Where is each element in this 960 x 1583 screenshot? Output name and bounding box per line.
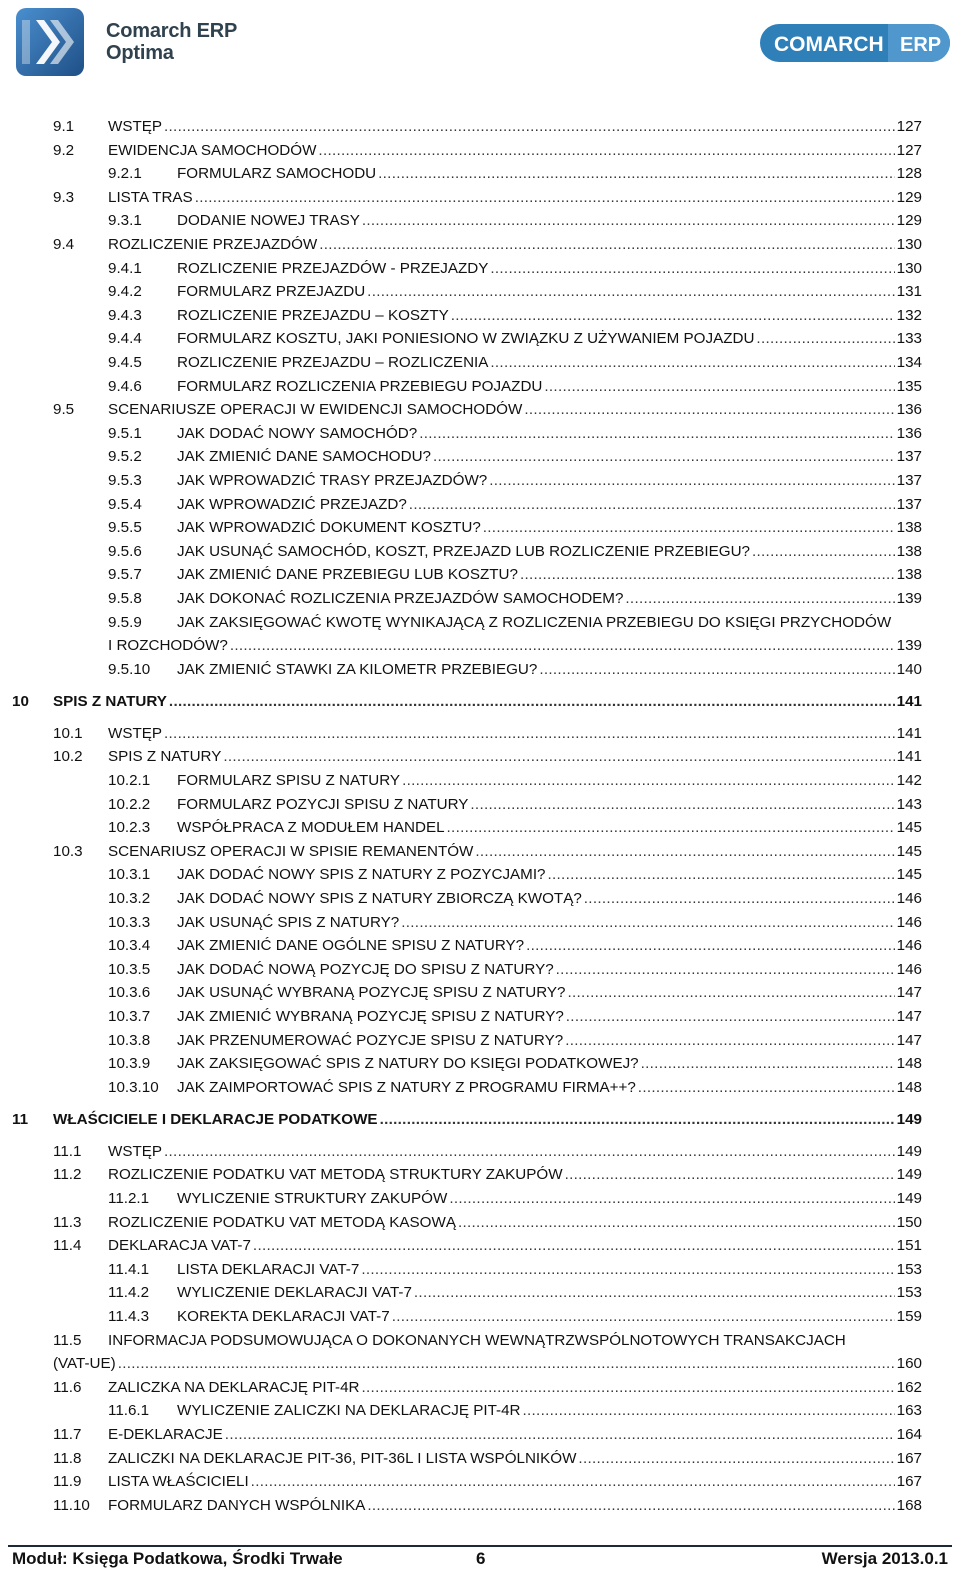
toc-entry-page: 142 <box>896 772 922 789</box>
toc-entry-title: FORMULARZ ROZLICZENIA PRZEBIEGU POJAZDU <box>177 377 543 395</box>
toc-entry-title: ROZLICZENIE PRZEJAZDU – ROZLICZENIA <box>177 354 489 371</box>
toc-entry-page: 141 <box>896 748 922 766</box>
toc-entry-title: JAK ZMIENIĆ DANE OGÓLNE SPISU Z NATURY? <box>177 937 525 955</box>
toc-entry-page: 129 <box>896 212 922 230</box>
toc-entry[interactable] <box>0 1425 960 1447</box>
toc-entry-leader-dots <box>447 818 895 838</box>
toc-entry-title: LISTA WŁAŚCICIELI <box>108 1473 249 1491</box>
toc-entry-number: 11.9 <box>53 1473 82 1491</box>
toc-entry-leader-dots <box>556 960 895 980</box>
toc-entry[interactable] <box>0 1110 960 1132</box>
toc-entry-leader-dots <box>641 1054 895 1074</box>
toc-entry-leader-dots <box>548 865 895 885</box>
toc-entry[interactable] <box>0 306 960 328</box>
toc-entry-number: 10.2.1 <box>108 772 151 789</box>
toc-entry[interactable] <box>0 495 960 517</box>
toc-entry-leader-dots <box>490 353 894 373</box>
toc-entry-page: 149 <box>896 1166 922 1184</box>
toc-entry-title: WSTĘP <box>108 118 163 135</box>
toc-entry[interactable] <box>0 660 960 682</box>
toc-entry-title: WSTĘP <box>108 1142 163 1160</box>
toc-entry-title: ZALICZKI NA DEKLARACJE PIT-36, PIT-36L I LISTA WSPÓLNIKÓW <box>108 1449 577 1467</box>
toc-entry-page: 147 <box>896 984 922 1002</box>
toc-entry-leader-dots <box>470 795 894 815</box>
toc-entry-page: 163 <box>896 1402 922 1420</box>
toc-entry-leader-dots <box>319 235 894 255</box>
toc-entry-number: 9.4.5 <box>108 354 142 371</box>
toc-entry-page: 167 <box>896 1449 922 1467</box>
toc-entry-number: 11.4.3 <box>108 1308 150 1325</box>
toc-entry-number: 9.2 <box>53 141 75 159</box>
toc-entry-number: 9.4.2 <box>108 283 142 301</box>
toc-entry[interactable] <box>0 1213 960 1235</box>
toc-entry-page: 129 <box>896 188 922 206</box>
toc-entry-title: DEKLARACJA VAT-7 <box>108 1237 251 1255</box>
toc-entry-page: 127 <box>896 118 922 135</box>
toc-entry[interactable] <box>0 936 960 958</box>
toc-entry-leader-dots <box>318 141 894 161</box>
toc-entry-title: FORMULARZ PRZEJAZDU <box>177 283 366 301</box>
toc-entry[interactable] <box>0 865 960 887</box>
toc-entry-title: JAK DODAĆ NOWY SPIS Z NATURY Z POZYCJAMI? <box>177 866 546 884</box>
toc-entry[interactable] <box>0 1054 960 1076</box>
toc-entry[interactable] <box>0 164 960 186</box>
toc-entry-leader-dots <box>584 889 895 909</box>
toc-entry-title: INFORMACJA PODSUMOWUJĄCA O DOKONANYCH WEWNĄTRZWSPÓLNOTOWYCH TRANSAKCJACH <box>108 1331 846 1349</box>
toc-entry[interactable] <box>0 1307 960 1329</box>
toc-entry-leader-dots <box>414 1283 895 1303</box>
toc-entry-leader-dots <box>520 565 895 585</box>
toc-entry[interactable] <box>0 1283 960 1305</box>
toc-entry-leader-dots <box>752 542 895 562</box>
toc-entry-title: SCENARIUSZE OPERACJI W EWIDENCJI SAMOCHODÓW <box>108 401 523 419</box>
toc-entry-leader-dots <box>169 692 895 712</box>
brand-logo-erp: ERP <box>900 34 942 56</box>
toc-entry-leader-dots <box>544 377 894 397</box>
toc-entry-title: JAK USUNĄĆ SAMOCHÓD, KOSZT, PRZEJAZD LUB ROZLICZENIE PRZEBIEGU? <box>177 542 750 560</box>
toc-entry-number: 10.3.7 <box>108 1008 151 1025</box>
toc-entry-page: 132 <box>896 306 922 324</box>
toc-entry-title: LISTA DEKLARACJI VAT-7 <box>177 1260 360 1278</box>
toc-entry-number: 11 <box>12 1110 29 1128</box>
toc-entry-title: FORMULARZ DANYCH WSPÓLNIKA <box>108 1496 366 1514</box>
toc-entry-title: WSPÓŁPRACA Z MODUŁEM HANDEL <box>177 819 445 837</box>
toc-entry-number: 9.3 <box>53 188 75 206</box>
toc-entry-title-continuation: (VAT-UE) <box>53 1355 116 1373</box>
toc-entry-title: JAK ZMIENIĆ STAWKI ZA KILOMETR PRZEBIEGU? <box>177 660 538 678</box>
toc-entry-number: 11.5 <box>53 1331 82 1349</box>
brand-logo-text: COMARCH <box>774 33 884 56</box>
toc-entry[interactable] <box>0 889 960 911</box>
toc-entry-number: 9.2.1 <box>108 165 142 183</box>
toc-entry-leader-dots <box>565 1031 894 1051</box>
toc-entry-number: 10 <box>12 692 29 710</box>
toc-entry-page: 167 <box>896 1473 922 1491</box>
toc-entry-number: 9.4 <box>53 236 75 253</box>
toc-entry-page: 137 <box>896 448 922 466</box>
toc-entry[interactable] <box>0 1236 960 1258</box>
toc-entry-number: 9.5 <box>53 401 75 419</box>
toc-entry-leader-dots <box>223 747 894 767</box>
toc-entry-leader-dots <box>526 936 895 956</box>
toc-entry-page: 135 <box>896 377 922 395</box>
toc-entry-page: 138 <box>896 542 922 560</box>
toc-entry-title: ZALICZKA NA DEKLARACJĘ PIT-4R <box>108 1378 360 1396</box>
toc-entry-leader-dots <box>451 306 895 326</box>
toc-entry[interactable] <box>0 282 960 304</box>
toc-entry-leader-dots <box>118 1354 895 1374</box>
toc-entry-title: WYLICZENIE ZALICZKI NA DEKLARACJĘ PIT-4R <box>177 1402 521 1420</box>
toc-entry-number: 9.4.6 <box>108 377 142 395</box>
footer-module: Moduł: Księga Podatkowa, Środki Trwałe <box>12 1549 343 1568</box>
toc-entry-leader-dots <box>164 1142 895 1162</box>
toc-entry-title: DODANIE NOWEJ TRASY <box>177 212 360 230</box>
toc-entry-title: JAK DODAĆ NOWĄ POZYCJĘ DO SPISU Z NATURY? <box>177 960 554 978</box>
toc-entry[interactable] <box>0 211 960 233</box>
toc-entry-title: SPIS Z NATURY <box>53 692 167 710</box>
toc-entry-number: 9.4.1 <box>108 259 142 277</box>
toc-entry-title: ROZLICZENIE PODATKU VAT METODĄ STRUKTURY ZAKUPÓW <box>108 1166 563 1184</box>
toc-entry-page: 127 <box>896 141 922 159</box>
toc-entry-page: 140 <box>896 660 922 678</box>
toc-entry-title: WYLICZENIE DEKLARACJI VAT-7 <box>177 1284 412 1302</box>
toc-entry-title: JAK PRZENUMEROWAĆ POZYCJE SPISU Z NATURY? <box>177 1031 564 1049</box>
toc-entry-title: JAK ZAIMPORTOWAĆ SPIS Z NATURY Z PROGRAMU FIRMA++? <box>177 1078 636 1096</box>
toc-entry-title: JAK ZAKSIĘGOWAĆ SPIS Z NATURY DO KSIĘGI PODATKOWEJ? <box>177 1055 639 1073</box>
toc-entry-number: 10.3.4 <box>108 937 151 955</box>
toc-entry-leader-dots <box>565 1165 895 1185</box>
toc-entry-page: 138 <box>896 519 922 537</box>
toc-entry-number: 10.3.2 <box>108 890 151 907</box>
toc-entry[interactable] <box>0 842 960 864</box>
toc-entry-leader-dots <box>419 424 894 444</box>
toc-entry-number: 10.3.3 <box>108 913 151 931</box>
toc-entry-title: JAK DODAĆ NOWY SPIS Z NATURY ZBIORCZĄ KWOTĄ? <box>177 890 582 907</box>
toc-entry-page: 136 <box>896 424 922 442</box>
toc-entry[interactable] <box>0 329 960 351</box>
toc-entry-leader-dots <box>638 1078 895 1098</box>
product-name-line2: Optima <box>106 42 174 64</box>
toc-entry-page: 150 <box>896 1213 922 1231</box>
toc-entry-page: 148 <box>896 1078 922 1096</box>
toc-entry-leader-dots <box>567 983 894 1003</box>
toc-entry-leader-dots <box>195 188 895 208</box>
toc-entry-leader-dots <box>409 495 895 515</box>
toc-entry-page: 134 <box>896 354 922 371</box>
toc-entry-title: JAK WPROWADZIĆ TRASY PRZEJAZDÓW? <box>177 472 488 489</box>
toc-entry-leader-dots <box>578 1449 894 1469</box>
toc-entry-title: JAK DOKONAĆ ROZLICZENIA PRZEJAZDÓW SAMOCHODEM? <box>177 590 624 607</box>
toc-entry-title: SPIS Z NATURY <box>108 748 222 766</box>
toc-entry-number: 11.6 <box>53 1378 82 1396</box>
toc-entry[interactable] <box>0 1031 960 1053</box>
toc-entry[interactable] <box>0 589 960 611</box>
toc-entry-page: 137 <box>896 495 922 513</box>
toc-entry-page: 164 <box>896 1426 922 1443</box>
toc-entry-page: 160 <box>896 1355 922 1373</box>
toc-entry-number: 9.5.1 <box>108 424 142 442</box>
toc-entry[interactable] <box>0 400 960 422</box>
toc-entry-number: 9.5.10 <box>108 660 151 678</box>
toc-entry[interactable] <box>0 188 960 210</box>
toc-entry[interactable] <box>0 724 960 746</box>
toc-entry[interactable] <box>0 471 960 493</box>
toc-entry-leader-dots <box>361 1260 894 1280</box>
toc-entry-leader-dots <box>253 1236 895 1256</box>
toc-entry[interactable] <box>0 795 960 817</box>
toc-entry-number: 11.8 <box>53 1449 82 1467</box>
toc-entry-number: 10.2 <box>53 748 83 766</box>
toc-entry-leader-dots <box>625 589 894 609</box>
toc-entry-number: 9.5.4 <box>108 495 142 513</box>
toc-entry-leader-dots <box>392 1307 895 1327</box>
toc-entry[interactable] <box>0 960 960 982</box>
toc-entry-title: JAK USUNĄĆ WYBRANĄ POZYCJĘ SPISU Z NATURY? <box>177 984 566 1002</box>
toc-entry-page: 159 <box>896 1308 922 1325</box>
toc-entry-page: 149 <box>896 1110 922 1128</box>
toc-entry[interactable] <box>0 1378 960 1400</box>
toc-entry-title: ROZLICZENIE PRZEJAZDÓW <box>108 236 318 253</box>
toc-entry-title: ROZLICZENIE PRZEJAZDU – KOSZTY <box>177 306 449 324</box>
toc-entry[interactable] <box>0 235 960 257</box>
toc-entry-leader-dots <box>483 518 895 538</box>
toc-entry[interactable] <box>0 542 960 564</box>
toc-entry-page: 130 <box>896 236 922 253</box>
toc-entry-page: 146 <box>896 960 922 978</box>
toc-entry[interactable] <box>0 1142 960 1164</box>
toc-entry-number: 11.2 <box>53 1166 82 1184</box>
toc-entry-number: 10.3 <box>53 842 83 860</box>
toc-entry-leader-dots <box>539 660 894 680</box>
toc-entry-page: 139 <box>896 637 922 655</box>
toc-entry-number: 10.3.1 <box>108 866 151 884</box>
toc-entry-leader-dots <box>164 724 895 744</box>
toc-entry-title: EWIDENCJA SAMOCHODÓW <box>108 141 317 159</box>
toc-entry-number: 9.5.2 <box>108 448 142 466</box>
toc-entry-page: 139 <box>896 590 922 607</box>
toc-entry[interactable] <box>0 913 960 935</box>
toc-entry-title: KOREKTA DEKLARACJI VAT-7 <box>177 1308 390 1325</box>
toc-entry-number: 9.1 <box>53 118 75 135</box>
toc-entry-page: 141 <box>896 724 922 742</box>
toc-entry-number: 9.5.7 <box>108 566 142 584</box>
toc-entry[interactable] <box>0 1449 960 1471</box>
toc-entry-page: 147 <box>896 1031 922 1049</box>
toc-entry[interactable] <box>0 1007 960 1029</box>
toc-entry[interactable] <box>0 447 960 469</box>
toc-entry[interactable] <box>0 771 960 793</box>
toc-entry-page: 146 <box>896 937 922 955</box>
toc-entry-page: 130 <box>896 259 922 277</box>
toc-entry-title: JAK ZAKSIĘGOWAĆ KWOTĘ WYNIKAJĄCĄ Z ROZLICZENIA PRZEBIEGU DO KSIĘGI PRZYCHODÓW <box>177 613 892 631</box>
toc-entry-page: 138 <box>896 566 922 584</box>
toc-entry-leader-dots <box>225 1425 895 1445</box>
toc-entry-page: 153 <box>896 1260 922 1278</box>
toc-entry[interactable] <box>0 747 960 769</box>
toc-entry[interactable] <box>0 424 960 446</box>
toc-entry[interactable] <box>0 518 960 540</box>
toc-entry[interactable] <box>0 613 960 635</box>
toc-entry-leader-dots <box>489 471 894 491</box>
toc-entry[interactable] <box>0 377 960 399</box>
toc-entry[interactable] <box>0 259 960 281</box>
toc-entry[interactable] <box>0 117 960 139</box>
toc-entry-number: 11.4 <box>53 1237 82 1255</box>
toc-entry[interactable] <box>0 1078 960 1100</box>
toc-entry-page: 162 <box>896 1378 922 1396</box>
toc-entry-number: 10.1 <box>53 724 83 742</box>
toc-entry-number: 10.3.9 <box>108 1055 151 1073</box>
toc-entry-leader-dots <box>251 1472 895 1492</box>
toc-entry-number: 11.1 <box>53 1142 82 1160</box>
toc-entry-page: 153 <box>896 1284 922 1302</box>
toc-entry-leader-dots <box>362 211 895 231</box>
toc-entry[interactable] <box>0 141 960 163</box>
toc-entry-page: 168 <box>896 1496 922 1514</box>
toc-entry-title: JAK ZMIENIĆ DANE PRZEBIEGU LUB KOSZTU? <box>177 566 518 584</box>
toc-entry-number: 11.4.2 <box>108 1284 150 1302</box>
toc-entry-page: 146 <box>896 890 922 907</box>
toc-entry-page: 149 <box>896 1190 922 1207</box>
toc-entry-page: 143 <box>896 795 922 813</box>
toc-entry-leader-dots <box>490 259 894 279</box>
toc-entry-leader-dots <box>522 1401 894 1421</box>
toc-entry-title: FORMULARZ SAMOCHODU <box>177 165 377 183</box>
toc-entry-leader-dots <box>362 1378 895 1398</box>
toc-entry[interactable] <box>0 1165 960 1187</box>
toc-entry-title: FORMULARZ SPISU Z NATURY <box>177 772 401 789</box>
toc-entry-page: 141 <box>896 692 922 710</box>
toc-entry-page: 145 <box>896 819 922 837</box>
toc-entry-leader-dots <box>367 282 894 302</box>
toc-entry-number: 9.5.6 <box>108 542 142 560</box>
toc-entry-leader-dots <box>380 1110 895 1130</box>
toc-entry-number: 11.7 <box>53 1426 82 1443</box>
toc-entry-leader-dots <box>164 117 895 137</box>
toc-entry-title: E-DEKLARACJE <box>108 1426 223 1443</box>
toc-entry[interactable] <box>0 1401 960 1423</box>
footer-version: Wersja 2013.0.1 <box>821 1549 948 1568</box>
toc-entry-number: 10.3.10 <box>108 1078 159 1096</box>
toc-entry-title-continuation: I ROZCHODÓW? <box>108 637 228 655</box>
toc-entry-number: 9.4.4 <box>108 330 142 348</box>
toc-entry-title: WSTĘP <box>108 724 163 742</box>
toc-entry-title: FORMULARZ KOSZTU, JAKI PONIESIONO W ZWIĄZKU Z UŻYWANIEM POJAZDU <box>177 330 755 348</box>
toc-entry-leader-dots <box>230 636 895 656</box>
toc-entry-title: LISTA TRAS <box>108 188 193 206</box>
toc-entry-number: 10.3.8 <box>108 1031 151 1049</box>
toc-entry-number: 11.3 <box>53 1213 82 1231</box>
toc-entry-page: 131 <box>896 283 922 301</box>
toc-entry-leader-dots <box>756 329 894 349</box>
toc-entry-page: 133 <box>896 330 922 348</box>
toc-entry-page: 145 <box>896 842 922 860</box>
toc-entry-leader-dots <box>458 1213 895 1233</box>
page-footer <box>0 1545 960 1583</box>
toc-entry-number: 11.6.1 <box>108 1402 150 1420</box>
toc-entry[interactable] <box>0 1260 960 1282</box>
toc-entry-title: WŁAŚCICIELE I DEKLARACJE PODATKOWE <box>53 1110 378 1128</box>
toc-entry-number: 11.2.1 <box>108 1190 150 1207</box>
toc-entry-number: 11.10 <box>53 1496 90 1514</box>
toc-entry-leader-dots <box>378 164 895 184</box>
footer-rule <box>8 1545 952 1547</box>
toc-entry-number: 10.3.6 <box>108 984 151 1002</box>
toc-entry-title: SCENARIUSZ OPERACJI W SPISIE REMANENTÓW <box>108 842 474 860</box>
toc-entry-title: JAK DODAĆ NOWY SAMOCHÓD? <box>177 424 418 442</box>
toc-entry-number: 9.4.3 <box>108 306 142 324</box>
toc-entry-leader-dots <box>401 913 894 933</box>
toc-entry-number: 9.5.3 <box>108 472 142 489</box>
toc-entry[interactable] <box>0 353 960 375</box>
toc-entry-continuation[interactable] <box>0 636 960 658</box>
toc-entry-page: 148 <box>896 1055 922 1073</box>
toc-entry-leader-dots <box>402 771 895 791</box>
toc-entry[interactable] <box>0 818 960 840</box>
toc-entry-title: ROZLICZENIE PRZEJAZDÓW - PRZEJAZDY <box>177 259 489 277</box>
toc-entry-page: 145 <box>896 866 922 884</box>
toc-entry-page: 151 <box>896 1237 922 1255</box>
toc-entry[interactable] <box>0 1472 960 1494</box>
toc-entry-title: JAK ZMIENIĆ WYBRANĄ POZYCJĘ SPISU Z NATURY? <box>177 1008 564 1025</box>
toc-entry-leader-dots <box>524 400 894 420</box>
toc-entry-number: 10.2.2 <box>108 795 151 813</box>
toc-entry-page: 146 <box>896 913 922 931</box>
toc-entry-leader-dots <box>475 842 894 862</box>
toc-entry[interactable] <box>0 565 960 587</box>
toc-entry-number: 9.5.5 <box>108 519 142 537</box>
footer-page-number: 6 <box>476 1549 486 1568</box>
toc-entry-title: ROZLICZENIE PODATKU VAT METODĄ KASOWĄ <box>108 1213 456 1231</box>
toc-entry[interactable] <box>0 692 960 714</box>
toc-entry-number: 10.2.3 <box>108 819 151 837</box>
toc-entry-leader-dots <box>433 447 895 467</box>
toc-entry-page: 147 <box>896 1008 922 1025</box>
toc-entry-page: 137 <box>896 472 922 489</box>
toc-entry-title: FORMULARZ POZYCJI SPISU Z NATURY <box>177 795 469 813</box>
toc-entry[interactable] <box>0 1189 960 1211</box>
toc-entry[interactable] <box>0 983 960 1005</box>
toc-entry-title: WYLICZENIE STRUKTURY ZAKUPÓW <box>177 1190 448 1207</box>
toc-entry-title: JAK ZMIENIĆ DANE SAMOCHODU? <box>177 448 431 466</box>
toc-entry-number: 9.5.8 <box>108 590 142 607</box>
toc-entry-title: JAK WPROWADZIĆ DOKUMENT KOSZTU? <box>177 519 481 537</box>
toc-entry-page: 128 <box>896 165 922 183</box>
toc-entry-number: 9.3.1 <box>108 212 142 230</box>
toc-entry-number: 10.3.5 <box>108 960 151 978</box>
toc-entry[interactable] <box>0 1496 960 1518</box>
toc-entry-continuation[interactable] <box>0 1354 960 1376</box>
toc-entry-leader-dots <box>449 1189 894 1209</box>
product-name-line1: Comarch ERP <box>106 20 238 42</box>
toc-entry-number: 11.4.1 <box>108 1260 150 1278</box>
toc-entry-page: 149 <box>896 1142 922 1160</box>
toc-entry-leader-dots <box>367 1496 894 1516</box>
toc-entry-title: JAK WPROWADZIĆ PRZEJAZD? <box>177 495 407 513</box>
toc-entry[interactable] <box>0 1331 960 1353</box>
toc-entry-leader-dots <box>566 1007 895 1027</box>
toc-entry-title: JAK USUNĄĆ SPIS Z NATURY? <box>177 913 400 931</box>
toc-entry-page: 136 <box>896 401 922 419</box>
toc-entry-number: 9.5.9 <box>108 613 142 631</box>
